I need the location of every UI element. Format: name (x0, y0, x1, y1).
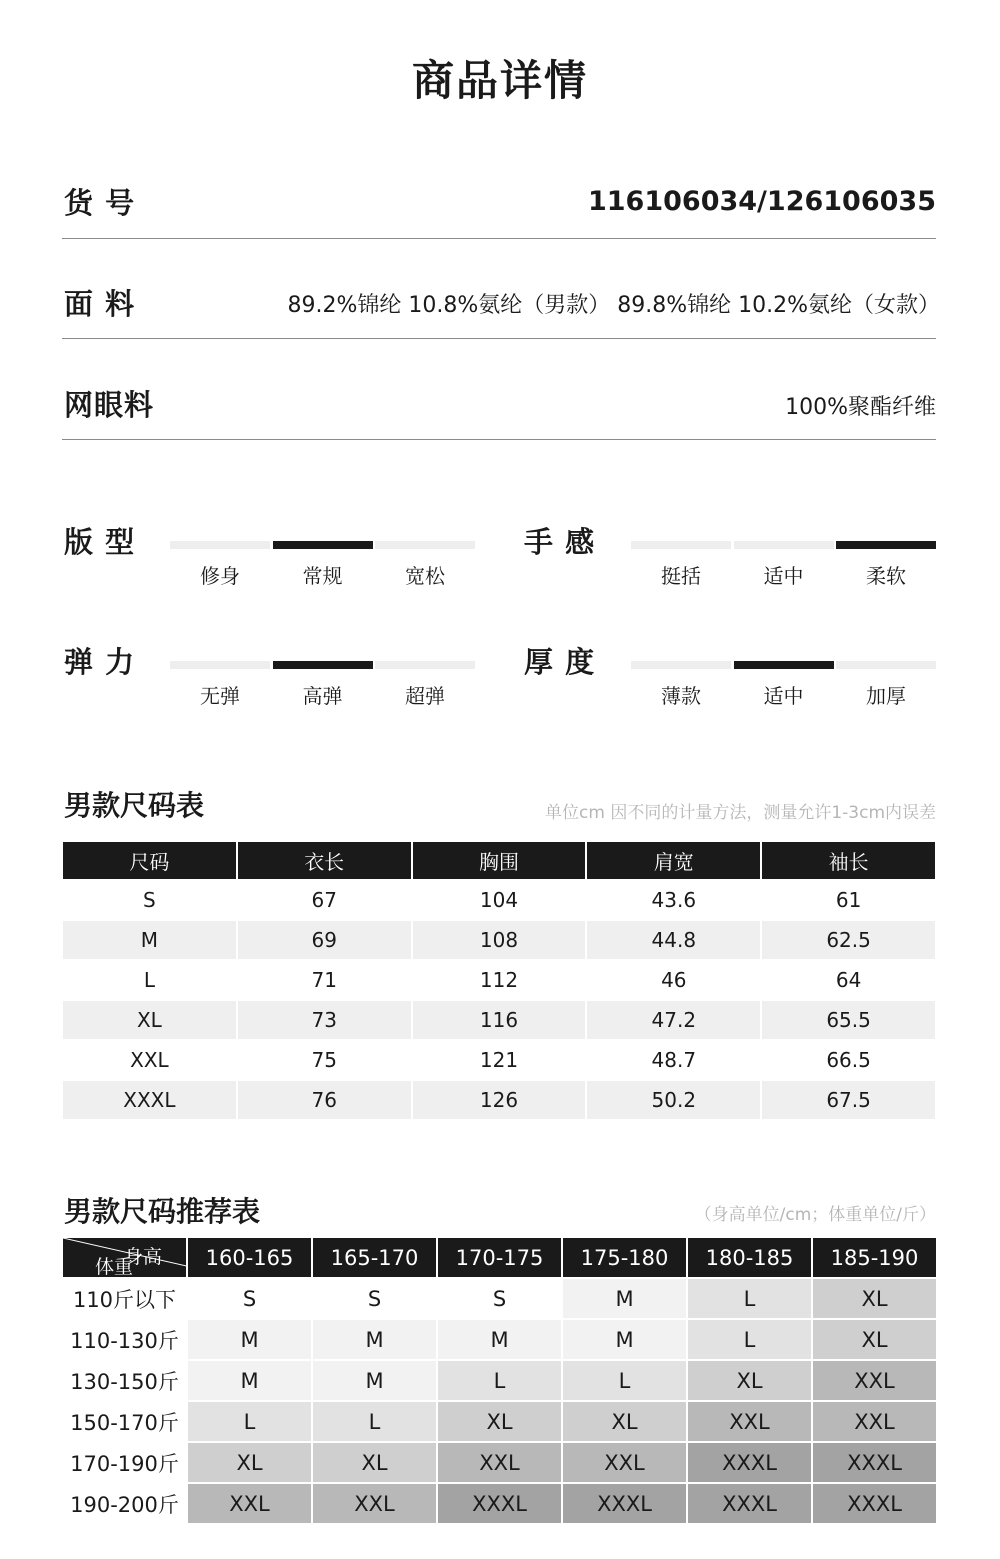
size-cell: XXXL (813, 1484, 936, 1523)
thickness-scale-segment (836, 661, 936, 669)
stretch-scale-segment (170, 661, 270, 669)
size-cell: XXXL (563, 1484, 686, 1523)
table-cell: XL (63, 1001, 236, 1039)
weight-row-header: 130-150斤 (63, 1361, 186, 1400)
table-row (63, 1361, 936, 1400)
recommend-chart-table (61, 1236, 938, 1525)
size-cell: XL (813, 1320, 936, 1359)
height-column-header: 165-170 (313, 1238, 436, 1277)
corner-height-label: 身高 (123, 1246, 162, 1268)
size-chart-table (61, 840, 937, 1121)
size-cell: M (188, 1361, 311, 1400)
table-cell: 64 (835, 968, 862, 992)
stretch-scale-segment (375, 661, 475, 669)
size-cell: M (563, 1279, 686, 1318)
table-row (63, 881, 935, 919)
height-column-header: 170-175 (438, 1238, 561, 1277)
mesh-value: 100%聚酯纤维 (785, 395, 936, 420)
table-cell: 108 (413, 921, 586, 959)
height-column-header: 160-165 (188, 1238, 311, 1277)
thickness-option: 薄款 (661, 684, 701, 708)
table-cell: 43.6 (651, 888, 697, 912)
fit-scale-segment (170, 541, 270, 549)
size-cell: S (438, 1279, 561, 1318)
corner-header (63, 1238, 186, 1277)
table-cell: 126 (413, 1081, 586, 1119)
size-cell: XXL (438, 1443, 561, 1482)
fit-option: 宽松 (405, 564, 445, 588)
table-cell: 62.5 (762, 921, 935, 959)
size-cell: XL (688, 1361, 811, 1400)
table-cell: 66.5 (826, 1048, 871, 1072)
size-cell: XL (313, 1443, 436, 1482)
fit-scale-segment (375, 541, 475, 549)
table-row (63, 921, 935, 959)
fit-option: 修身 (200, 564, 240, 588)
page-title: 商品详情 (411, 56, 588, 105)
mesh-label: 网眼料 (64, 388, 155, 422)
thickness-scale-segment (734, 661, 834, 669)
size-cell: XXL (813, 1361, 936, 1400)
height-column-header: 175-180 (563, 1238, 686, 1277)
table-cell: 47.2 (587, 1001, 760, 1039)
size-cell: XXXL (438, 1484, 561, 1523)
fit-label: 版 型 (64, 525, 136, 559)
weight-row-header: 190-200斤 (63, 1484, 186, 1523)
fit-scale-segment (273, 541, 373, 549)
table-row (63, 1279, 936, 1318)
table-cell: 61 (835, 888, 862, 912)
size-cell: M (313, 1361, 436, 1400)
size-cell: M (438, 1320, 561, 1359)
column-header: 尺码 (63, 842, 236, 879)
table-cell: 104 (479, 888, 519, 912)
thickness-option: 加厚 (866, 684, 906, 708)
thickness-option: 适中 (763, 684, 804, 708)
table-cell: 75 (311, 1048, 337, 1072)
size-cell: XL (438, 1402, 561, 1441)
table-row (63, 1001, 935, 1039)
table-cell: XXL (130, 1048, 169, 1072)
table-cell: 76 (238, 1081, 411, 1119)
height-column-header: 185-190 (813, 1238, 936, 1277)
thickness-scale-segment (631, 661, 731, 669)
fabric-value: 89.2%锦纶 10.8%氨纶（男款） 89.8%锦纶 10.2%氨纶（女款） (287, 293, 940, 318)
size-cell: XXL (563, 1443, 686, 1482)
weight-row-header: 110-130斤 (63, 1320, 186, 1359)
size-cell: XXL (813, 1402, 936, 1441)
table-cell: 67.5 (762, 1081, 935, 1119)
feel-option: 挺括 (661, 564, 701, 588)
column-header: 衣长 (238, 842, 411, 879)
size-cell: L (563, 1361, 686, 1400)
feel-scale-segment (836, 541, 936, 549)
recommend-chart-title: 男款尺码推荐表 (64, 1195, 261, 1228)
size-cell: L (688, 1320, 811, 1359)
table-row (63, 1484, 936, 1523)
feel-option: 柔软 (866, 564, 906, 588)
table-cell: S (143, 888, 156, 912)
sku-value: 116106034/126106035 (587, 186, 936, 217)
size-cell: M (563, 1320, 686, 1359)
weight-row-header: 110斤以下 (63, 1279, 186, 1318)
fabric-label: 面 料 (64, 287, 136, 321)
size-cell: XL (813, 1279, 936, 1318)
thickness-label: 厚 度 (524, 645, 596, 679)
size-cell: XL (563, 1402, 686, 1441)
table-row (63, 1081, 935, 1119)
table-row (63, 1320, 936, 1359)
table-cell: 112 (479, 968, 519, 992)
stretch-label: 弹 力 (64, 645, 136, 679)
table-cell: 48.7 (651, 1048, 697, 1072)
feel-label: 手 感 (524, 525, 596, 559)
column-header: 肩宽 (587, 842, 760, 879)
recommend-chart-note: （身高单位/cm；体重单位/斤） (694, 1205, 936, 1225)
table-row (63, 1443, 936, 1482)
table-cell: 67 (311, 888, 337, 912)
table-row (63, 961, 935, 999)
table-cell: 73 (238, 1001, 411, 1039)
size-cell: XXL (688, 1402, 811, 1441)
feel-scale-segment (734, 541, 834, 549)
table-cell: L (143, 968, 155, 992)
weight-row-header: 150-170斤 (63, 1402, 186, 1441)
size-cell: XXL (188, 1484, 311, 1523)
size-cell: L (438, 1361, 561, 1400)
size-cell: S (313, 1279, 436, 1318)
divider (62, 439, 936, 440)
size-cell: L (313, 1402, 436, 1441)
table-cell: 50.2 (587, 1081, 760, 1119)
table-row (63, 1402, 936, 1441)
table-cell: 116 (413, 1001, 586, 1039)
table-cell: 44.8 (587, 921, 760, 959)
divider (62, 338, 936, 339)
size-cell: XXXL (688, 1443, 811, 1482)
size-cell: XXL (313, 1484, 436, 1523)
size-cell: S (188, 1279, 311, 1318)
feel-option: 适中 (763, 564, 804, 588)
weight-row-header: 170-190斤 (63, 1443, 186, 1482)
stretch-option: 超弹 (405, 684, 445, 708)
table-cell: XXXL (63, 1081, 236, 1119)
table-cell: 71 (311, 968, 337, 992)
size-chart-title: 男款尺码表 (64, 789, 205, 822)
divider (62, 238, 936, 239)
fit-option: 常规 (302, 564, 343, 588)
column-header: 胸围 (413, 842, 586, 879)
table-cell: 65.5 (762, 1001, 935, 1039)
corner-weight-label: 体重 (95, 1256, 134, 1277)
table-row (63, 1041, 935, 1079)
size-cell: M (313, 1320, 436, 1359)
stretch-option: 高弹 (302, 684, 343, 708)
size-cell: L (688, 1279, 811, 1318)
column-header: 袖长 (762, 842, 935, 879)
table-cell: M (63, 921, 236, 959)
height-column-header: 180-185 (688, 1238, 811, 1277)
size-cell: M (188, 1320, 311, 1359)
table-cell: 69 (238, 921, 411, 959)
size-cell: XXXL (813, 1443, 936, 1482)
table-cell: 46 (661, 968, 687, 992)
table-cell: 121 (479, 1048, 519, 1072)
sku-label: 货 号 (64, 186, 136, 220)
size-cell: XXXL (688, 1484, 811, 1523)
size-chart-note: 单位cm 因不同的计量方法，测量允许1-3cm内误差 (545, 803, 936, 823)
feel-scale-segment (631, 541, 731, 549)
size-cell: L (188, 1402, 311, 1441)
size-cell: XL (188, 1443, 311, 1482)
stretch-option: 无弹 (200, 684, 240, 708)
stretch-scale-segment (273, 661, 373, 669)
